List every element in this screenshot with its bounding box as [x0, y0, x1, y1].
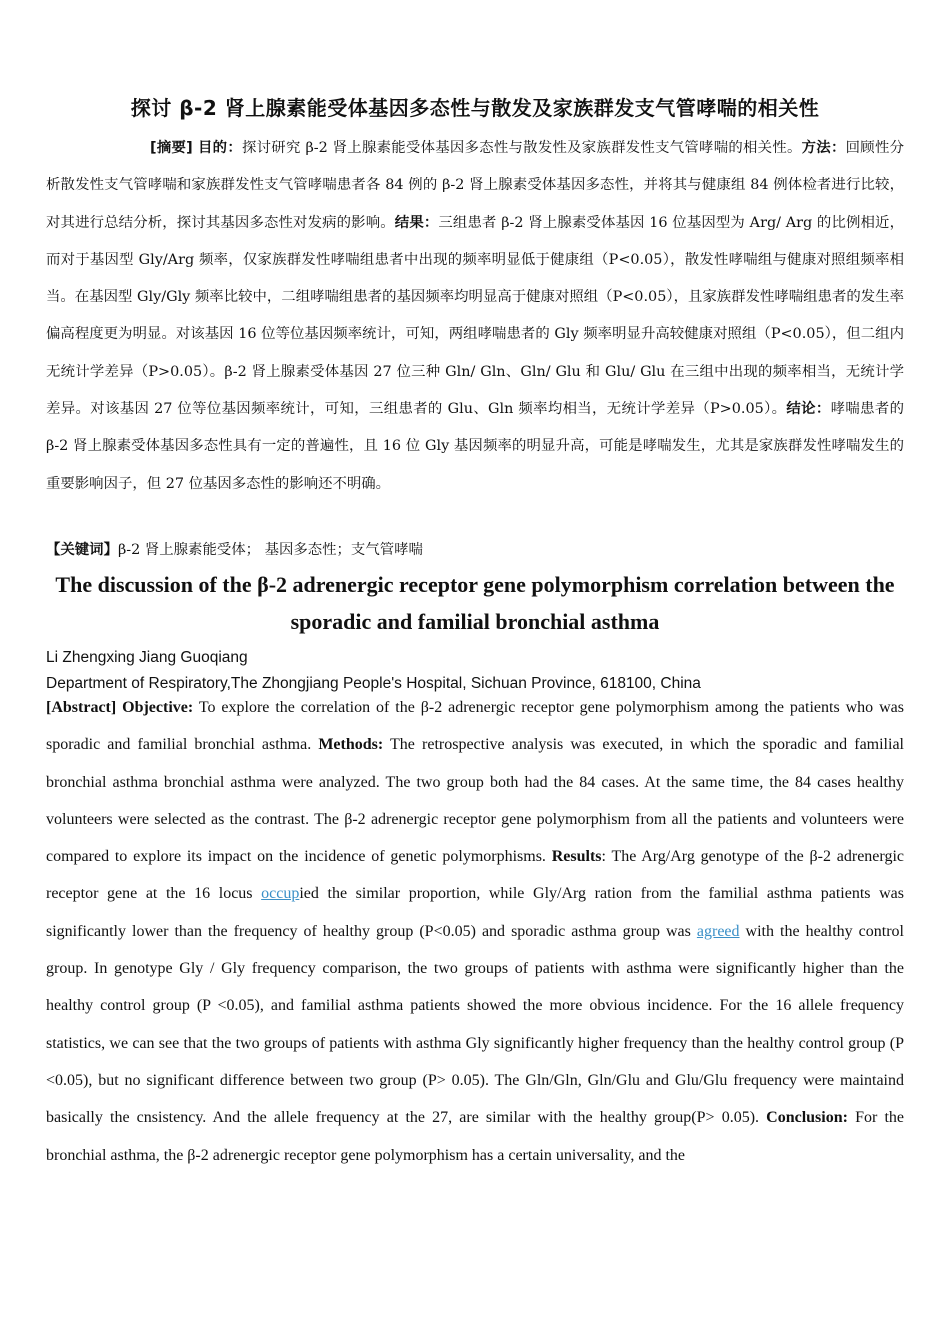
english-title: The discussion of the β-2 adrenergic receptor gene polymorphism correlation between the sporadic and familial bronchial asthma — [55, 572, 895, 634]
abstract-results-label: 结果： — [394, 214, 439, 231]
en-abstract-objective-label: [Abstract] Objective: — [46, 699, 194, 716]
abstract-methods-label: 方法： — [801, 140, 846, 156]
en-abstract-results-text-c: with the healthy control group. In genotype Gly / Gly frequency comparison, the two groups of patients with asthma were significantly higher than the healthy control group (P <0.05), and familial asthma patients showed the more obvious incidence. For the 16 allele frequency statistics, we can see that the two groups of patients with asthma Gly significantly higher frequency than the healthy control group (P <0.05), but no significant difference between two group (P> 0.05). The Gln/Gln, Gln/Glu and Glu/Glu frequency were maintaind basically the cnsistency. And the allele frequency at the 27, are similar with the healthy group(P> 0.05). — [46, 922, 905, 1127]
abstract-conclusion-label: 结论： — [786, 401, 831, 418]
abstract-results-text: 三组患者 β-2 肾上腺素受体基因 16 位基因型为 Arg/ Arg 的比例相近，而对于基因型 Gly/Arg 频率，仅家族群发性哮喘组患者中出现的频率明显低于健康组（P<0.05），散发性哮喘组与健康对照组频率相当。在基因型 Gly/Gly 频率比较中，二组哮喘组患者的基因频率均明显高于健康对照组（P<0.05），且家族群发性哮喘组患者的发生率偏高程度更为明显。对该基因 16 位等位基因频率统计，可知，两组哮喘患者的 Gly 频率明显升高较健康对照组（P<0.05），但二组内无统计学差异（P>0.05）。β-2 肾上腺素受体基因 27 位三种 Gln/ Gln、Gln/ Glu 和 Glu/ Glu 在三组中出现的频率相当，无统计学差异。对该基因 27 位等位基因频率统计，可知，三组患者的 Glu、Gln 频率均相当，无统计学差异（P>0.05）。 — [46, 214, 904, 418]
en-abstract-methods-text: The retrospective analysis was executed, in which the sporadic and familial bronchial asthma bronchial asthma were analyzed. The two group both had the 84 cases. At the same time, the 84 cases healthy volunteers were selected as the contrast. The β-2 adrenergic receptor gene polymorphism from all the patients and volunteers were compared to explore its impact on the incidence of genetic polymorphisms. — [46, 736, 904, 866]
abstract-conclusion-text: 哮喘患者的 β-2 肾上腺素受体基因多态性具有一定的普遍性，且 16 位 Gly 基因频率的明显升高，可能是哮喘发生，尤其是家族群发性哮喘发生的重要影响因子，但 27 位基因多态性的影响还不明确。 — [46, 401, 904, 492]
chinese-abstract-body — [46, 130, 904, 503]
abstract-objective-label: [摘要] 目的： — [150, 140, 242, 156]
english-abstract — [46, 689, 904, 1174]
en-abstract-conclusion-text: For the bronchial asthma, the β-2 adrenergic receptor gene polymorphism has a certain universality, and the — [46, 1109, 904, 1164]
en-abstract-objective-text: To explore the correlation of the β-2 adrenergic receptor gene polymorphism among the patients who was sporadic and familial bronchial asthma. — [46, 699, 904, 754]
authors: Li Zhengxing Jiang Guoqiang — [46, 649, 248, 666]
en-abstract-results-label: Results — [551, 848, 602, 866]
link-agreed[interactable]: agreed — [696, 922, 740, 940]
en-abstract-conclusion-label: Conclusion: — [766, 1109, 848, 1127]
abstract-methods-text: 回顾性分析散发性支气管哮喘和家族群发性支气管哮喘患者各 84 例的 β-2 肾上腺素受体基因多态性，并将其与健康组 84 例体检者进行比较，对其进行总结分析，探讨其基因多态性对发病的影响。 — [46, 140, 904, 231]
keywords-text: β-2 肾上腺素能受体； 基因多态性；支气管哮喘 — [117, 542, 423, 558]
chinese-title: 探讨 β-2 肾上腺素能受体基因多态性与散发及家族群发支气管哮喘的相关性 — [130, 96, 820, 120]
abstract-objective-text: 探讨研究 β-2 肾上腺素能受体基因多态性与散发性及家族群发性支气管哮喘的相关性。 — [241, 140, 802, 156]
en-abstract-methods-label: Methods: — [318, 736, 384, 754]
chinese-keywords — [46, 536, 904, 564]
en-abstract-results-text-b: ied the similar proportion, while Gly/Arg ration from the familial asthma patients was significantly lower than the frequency of healthy group (P<0.05) and sporadic asthma group was — [46, 885, 905, 940]
affiliation: Department of Respiratory,The Zhongjiang People's Hospital, Sichuan Province, 618100, China — [46, 675, 701, 692]
link-occup[interactable]: occup — [261, 885, 300, 903]
chinese-abstract — [46, 130, 904, 503]
keywords-label: 【关键词】 — [46, 542, 118, 558]
en-abstract-results-text-a: : The Arg/Arg genotype of the β-2 adrenergic receptor gene at the 16 locus — [46, 848, 904, 903]
